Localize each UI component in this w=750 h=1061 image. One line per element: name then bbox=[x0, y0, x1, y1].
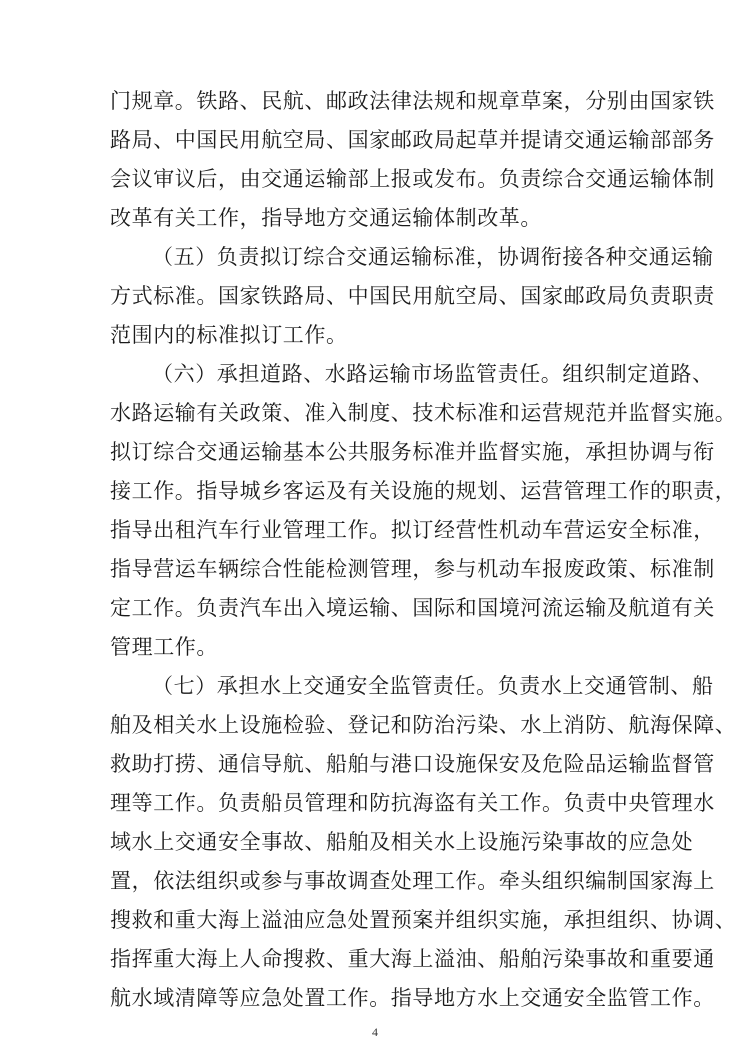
text-line: 路局、中国民用航空局、国家邮政局起草并提请交通运输部部务 bbox=[110, 128, 715, 152]
text-line: 定工作。负责汽车出入境运输、国际和国境河流运输及航道有关 bbox=[110, 596, 715, 620]
text-line: 域水上交通安全事故、船舶及相关水上设施污染事故的应急处 bbox=[110, 830, 694, 854]
text-line: 救助打捞、通信导航、船舶与港口设施保安及危险品运输监督管 bbox=[110, 752, 715, 776]
text-line: 门规章。铁路、民航、邮政法律法规和规章草案，分别由国家铁 bbox=[110, 89, 715, 113]
paragraph-7-first-line: （七）承担水上交通安全监管责任。负责水上交通管制、船 bbox=[152, 674, 714, 698]
paragraph-6-first-line: （六）承担道路、水路运输市场监管责任。组织制定道路、 bbox=[152, 362, 714, 386]
text-line: 指挥重大海上人命搜救、重大海上溢油、船舶污染事故和重要通 bbox=[110, 947, 715, 971]
text-line: 范围内的标准拟订工作。 bbox=[110, 323, 348, 347]
text-line: 指导出租汽车行业管理工作。拟订经营性机动车营运安全标准， bbox=[110, 518, 715, 542]
text-line: 拟订综合交通运输基本公共服务标准并监督实施，承担协调与衔 bbox=[110, 440, 715, 464]
text-line: 舶及相关水上设施检验、登记和防治污染、水上消防、航海保障、 bbox=[110, 713, 737, 737]
page-number: 4 bbox=[372, 1025, 378, 1039]
text-line: 方式标准。国家铁路局、中国民用航空局、国家邮政局负责职责 bbox=[110, 284, 715, 308]
text-line: 搜救和重大海上溢油应急处置预案并组织实施，承担组织、协调、 bbox=[110, 908, 737, 932]
text-line: 会议审议后，由交通运输部上报或发布。负责综合交通运输体制 bbox=[110, 167, 715, 191]
text-line: 改革有关工作，指导地方交通运输体制改革。 bbox=[110, 206, 542, 230]
text-line: 航水域清障等应急处置工作。指导地方水上交通安全监管工作。 bbox=[110, 986, 715, 1010]
text-line: 指导营运车辆综合性能检测管理，参与机动车报废政策、标准制 bbox=[110, 557, 715, 581]
paragraph-5-first-line: （五）负责拟订综合交通运输标准，协调衔接各种交通运输 bbox=[152, 245, 714, 269]
text-line: 水路运输有关政策、准入制度、技术标准和运营规范并监督实施。 bbox=[110, 401, 737, 425]
text-line: 管理工作。 bbox=[110, 635, 218, 659]
text-line: 理等工作。负责船员管理和防抗海盗有关工作。负责中央管理水 bbox=[110, 791, 715, 815]
text-line: 置，依法组织或参与事故调查处理工作。牵头组织编制国家海上 bbox=[110, 869, 715, 893]
text-line: 接工作。指导城乡客运及有关设施的规划、运营管理工作的职责， bbox=[110, 479, 737, 503]
